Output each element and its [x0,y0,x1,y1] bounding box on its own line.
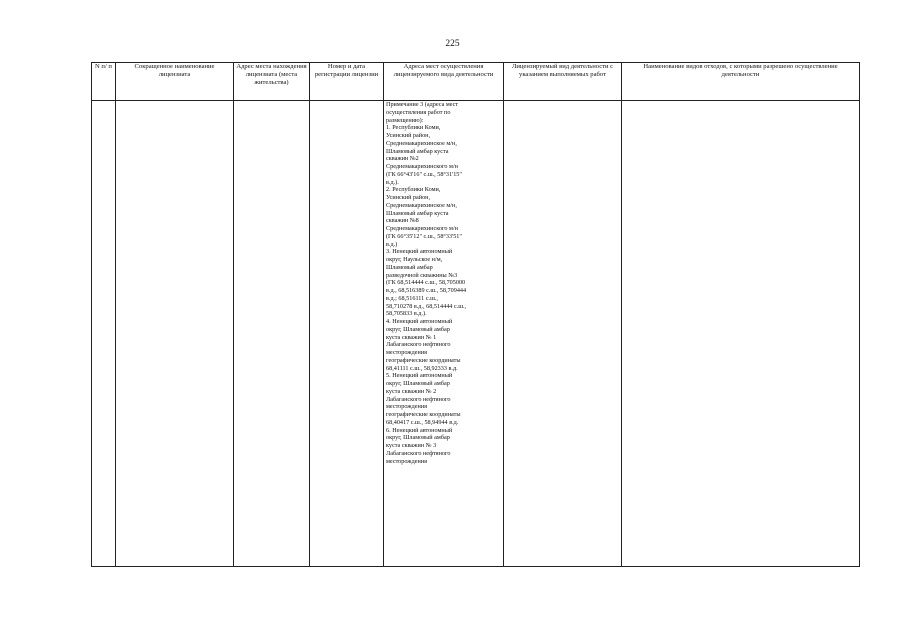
places-note-line: Среднемакарихинского м/н [386,163,458,170]
places-note-line: в.д.). [386,178,399,186]
cell-address [234,101,310,567]
cell-activity-places [384,101,504,567]
places-note-line: 2. Республики Коми, [386,186,441,194]
places-note-line: Лабаганского нефтяного [386,341,451,349]
places-note-line: географические координаты [386,356,461,364]
places-note-line: в.д.) [386,240,398,248]
places-note-line: 6. Ненецкий автономный [386,426,453,434]
places-note-line: Шламовый амбар куста [386,209,449,217]
places-note-line: Шламовый амбар куста [386,147,449,155]
table-body [92,101,860,567]
cell-license-number [310,101,384,567]
page-number: 225 [445,39,460,49]
cell-row-number [92,101,116,567]
places-note-line: округ, Шламовый амбар [386,434,450,442]
places-note-line: 68,41111 с.ш., 58,92333 в.д. [386,364,458,372]
places-note-line: 58,710278 в.д., 68,514444 с.ш., [386,302,467,310]
table-row [92,101,860,567]
places-note-line: размещению): [386,116,424,124]
places-note-line: 58,705833 в.д.). [386,310,427,318]
places-note-line: Среднемакарихинское м/н, [386,139,457,147]
places-note-line: скважин №2 [386,155,419,163]
places-note-line: 5. Ненецкий автономный [386,372,453,380]
places-note-line: куста скважин № 1 [386,333,437,341]
places-note-line: Шламовый амбар [386,263,433,271]
places-note-line: месторождения [386,403,427,411]
header-activity-places: Адреса мест осуществления лицензируемого вида деятельности [384,63,504,101]
places-note-line: разведочной скважины №3 [386,271,458,279]
places-note-line: Среднемакарихинского м/н [386,225,458,232]
places-note-line: (ГК 66°43'16" с.ш., 58°31'15" [386,170,462,178]
places-note-line: округ, Шламовый амбар [386,380,450,387]
table-header [92,63,860,101]
places-note-line: 4. Ненецкий автономный [386,318,453,325]
places-note-line: (ГК 68,514444 с.ш., 58,705000 [386,279,466,287]
cell-short-name [116,101,234,567]
cell-activity-type [504,101,622,567]
places-note-line: осуществления работ по [386,108,451,116]
places-note-line: округ, Шламовый амбар [386,325,450,333]
header-address: Адрес места нахождения лицензиата (места жительства) [234,63,310,101]
places-note-line: в.д.; 68,516111 с.ш., [386,294,438,302]
places-note-line: Лабаганского нефтяного [386,395,451,403]
places-note-line: (ГК 66°35'12" с.ш., 58°33'51" [386,232,462,240]
places-note-line: Лабаганского нефтяного [386,449,451,457]
places-note-line: куста скважин № 3 [386,442,437,449]
places-note-line: Усинский район, [386,132,431,139]
places-note-line: куста скважин № 2 [386,387,437,395]
places-note-line: месторождения [386,457,427,465]
places-note-line: Среднемакарихинское м/н, [386,201,457,209]
places-note-line: 1. Республики Коми, [386,124,441,132]
places-note-line: округ, Наульское н/м, [386,256,443,263]
header-license-number: Номер и дата регистрации лицензии [310,63,384,101]
header-activity-type: Лицензируемый вид деятельности с указанием выполняемых работ [504,63,622,101]
license-register-table [91,62,860,567]
header-short-name: Сокращенное наименование лицензиата [116,63,234,101]
places-note-line: 3. Ненецкий автономный [386,248,453,256]
header-row-number: N п/ п [92,63,116,101]
header-waste-types: Наименование видов отходов, с которыми разрешено осуществление деятельности [622,63,860,101]
cell-waste-types [622,101,860,567]
places-note-line: Примечание 3 (адреса мест [386,101,459,108]
places-note-line: месторождения [386,349,427,356]
places-note-line: географические координаты [386,411,461,418]
places-note-line: 68,40417 с.ш., 58,94944 в.д. [386,418,459,426]
header-row [92,63,860,101]
places-note-line: Усинский район, [386,194,431,201]
places-note-line: в.д., 68,516389 с.ш., 58,709444 [386,287,467,294]
places-note-line: скважин №8 [386,217,419,225]
